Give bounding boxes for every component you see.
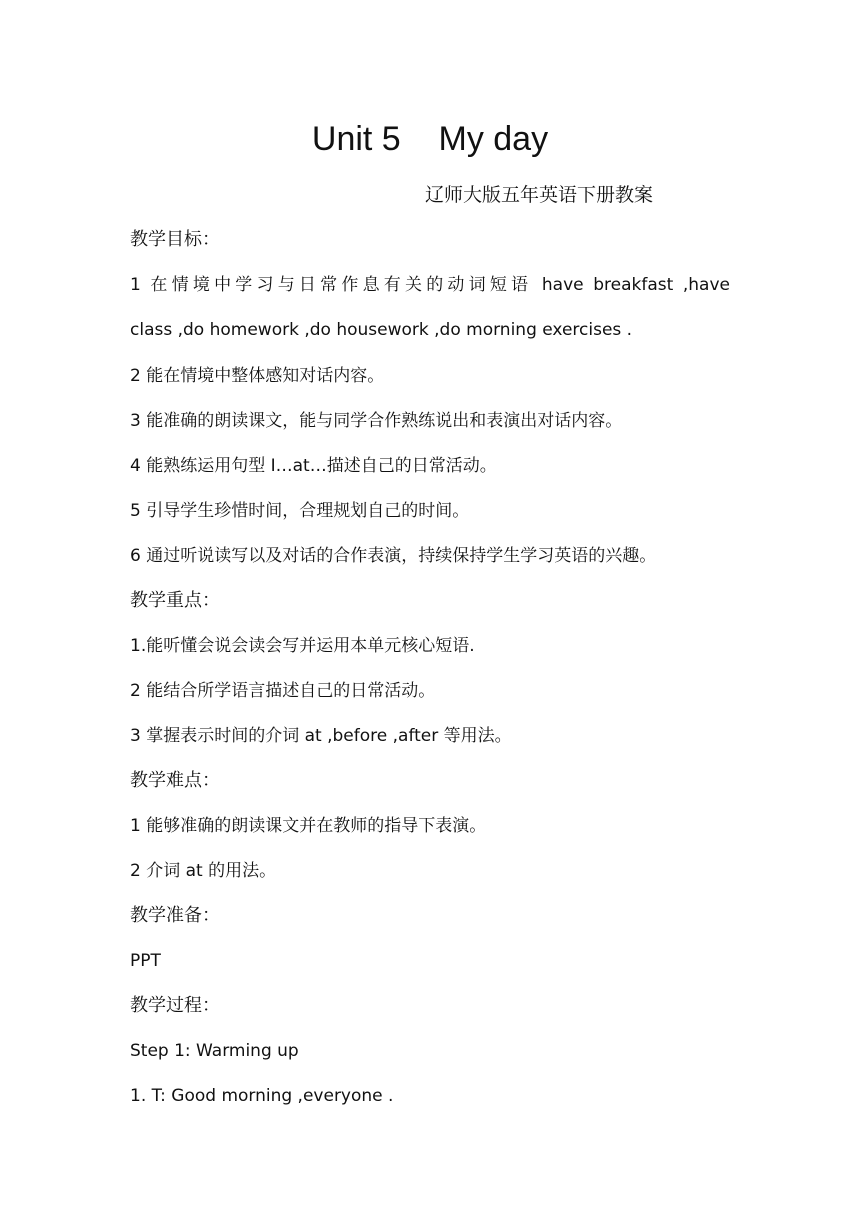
process-heading: 教学过程： xyxy=(130,995,220,1016)
process-step-1: Step 1: Warming up xyxy=(130,1041,299,1061)
process-item-1: 1. T: Good morning ,everyone . xyxy=(130,1086,394,1106)
key-point-3: 3 掌握表示时间的介词 at ,before ,after 等用法。 xyxy=(130,726,512,746)
key-points-heading: 教学重点： xyxy=(130,590,220,611)
difficulty-2: 2 介词 at 的用法。 xyxy=(130,861,277,881)
preparation-heading: 教学准备： xyxy=(130,905,220,926)
key-point-2: 2 能结合所学语言描述自己的日常活动。 xyxy=(130,681,436,701)
objectives-heading: 教学目标： xyxy=(130,229,220,250)
document-subtitle: 辽师大版五年英语下册教案 xyxy=(425,184,654,206)
objective-6: 6 通过听说读写以及对话的合作表演，持续保持学生学习英语的兴趣。 xyxy=(130,546,657,566)
difficulties-heading: 教学难点： xyxy=(130,770,220,791)
document-title: Unit 5 My day xyxy=(311,120,549,158)
key-point-1: 1.能听懂会说会读会写并运用本单元核心短语. xyxy=(130,636,475,656)
difficulty-1: 1 能够准确的朗读课文并在教师的指导下表演。 xyxy=(130,816,487,836)
objective-5: 5 引导学生珍惜时间，合理规划自己的时间。 xyxy=(130,501,470,521)
objective-1-line-2: class ,do homework ,do housework ,do morning exercises . xyxy=(130,320,633,340)
objective-4: 4 能熟练运用句型 I…at…描述自己的日常活动。 xyxy=(130,456,497,476)
objective-2: 2 能在情境中整体感知对话内容。 xyxy=(130,366,385,386)
objective-1-line-1: 1 在情境中学习与日常作息有关的动词短语 have breakfast ,have xyxy=(130,275,730,295)
objective-3: 3 能准确的朗读课文，能与同学合作熟练说出和表演出对话内容。 xyxy=(130,411,623,431)
preparation-item-1: PPT xyxy=(130,951,161,971)
